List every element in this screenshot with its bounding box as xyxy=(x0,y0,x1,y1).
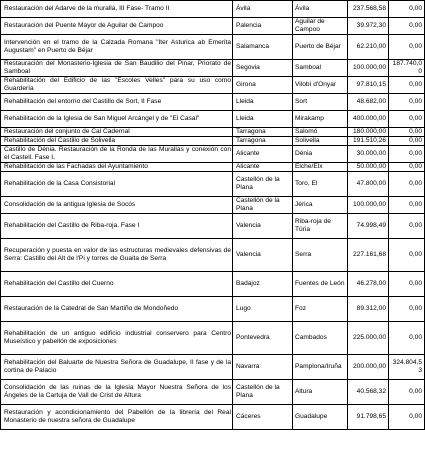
province-cell: Valencia xyxy=(233,239,293,272)
amount-cell: 40.568,32 xyxy=(348,380,389,405)
amount-cell: 74.998,49 xyxy=(348,214,389,239)
extra-amount-cell: 0,00 xyxy=(389,77,425,94)
town-cell: Serra xyxy=(293,239,348,272)
amount-cell: 225.000,00 xyxy=(348,322,389,355)
extra-amount-cell: 0,00 xyxy=(389,163,425,172)
town-cell: Riba-roja de Túria xyxy=(293,214,348,239)
table-row xyxy=(1,322,425,355)
amount-cell: 100.000,00 xyxy=(348,60,389,77)
extra-amount-cell: 0,00 xyxy=(389,18,425,35)
extra-amount-cell: 0,00 xyxy=(389,172,425,197)
table-row xyxy=(1,18,425,35)
project-cell: Intervención en el tramo de la Calzada Romana "Iter Asturica ab Emerita Augustam" en Puerto de Béjar xyxy=(1,35,233,60)
amount-cell: 62.210,00 xyxy=(348,35,389,60)
province-cell: Alicante xyxy=(233,146,293,163)
extra-amount-cell: 187.740,00 xyxy=(389,60,425,77)
amount-cell: 191.510,26 xyxy=(348,137,389,146)
project-cell: Rehabilitación del Baluarte de Nuestra Señora de Guadalupe, II fase y de la cortina de Palacio xyxy=(1,355,233,380)
table-row xyxy=(1,163,425,172)
extra-amount-cell: 0,00 xyxy=(389,214,425,239)
town-cell: Ávila xyxy=(293,1,348,18)
table-row xyxy=(1,405,425,430)
amount-cell: 237.568,58 xyxy=(348,1,389,18)
project-cell: Rehabilitación del entorno del Castillo de Sort, II Fase xyxy=(1,94,233,111)
town-cell: Sort xyxy=(293,94,348,111)
amount-cell: 200.000,00 xyxy=(348,355,389,380)
project-cell: Recuperación y puesta en valor de las estructuras medievales defensivas de Serra: Castillo del Alt de l'Pi y torres de Guaita de Serra xyxy=(1,239,233,272)
town-cell: Salomó xyxy=(293,128,348,137)
project-cell: Rehabilitación del Castillo de Solivella xyxy=(1,137,233,146)
extra-amount-cell: 0,00 xyxy=(389,128,425,137)
town-cell: Elche/Elx xyxy=(293,163,348,172)
province-cell: Girona xyxy=(233,77,293,94)
amount-cell: 39.972,30 xyxy=(348,18,389,35)
province-cell: Badajoz xyxy=(233,272,293,297)
extra-amount-cell: 0,00 xyxy=(389,146,425,163)
town-cell: Samboal xyxy=(293,60,348,77)
project-cell: Restauración del Puente Mayor de Aguilar de Campoo xyxy=(1,18,233,35)
table-row xyxy=(1,137,425,146)
province-cell: Alicante xyxy=(233,163,293,172)
amount-cell: 48.682,00 xyxy=(348,94,389,111)
town-cell: Dénia xyxy=(293,146,348,163)
project-cell: Rehabilitación de la Iglesia de San Miguel Arcángel y de "El Casal" xyxy=(1,111,233,128)
project-cell: Rehabilitación del Castillo del Cuerno xyxy=(1,272,233,297)
extra-amount-cell: 0,00 xyxy=(389,94,425,111)
table-row xyxy=(1,94,425,111)
province-cell: Castellón de la Plana xyxy=(233,197,293,214)
amount-cell: 100.000,00 xyxy=(348,197,389,214)
town-cell: Fuentes de León xyxy=(293,272,348,297)
project-cell: Rehabilitación del Castillo de Riba-roja. Fase I xyxy=(1,214,233,239)
project-cell: Consolidación de la antigua Iglesia de Socós xyxy=(1,197,233,214)
town-cell: Altura xyxy=(293,380,348,405)
province-cell: Tarragona xyxy=(233,137,293,146)
project-cell: Rehabilitación del Edificio de las "Escoles Velles" para su uso como Guardería xyxy=(1,77,233,94)
table-row xyxy=(1,77,425,94)
extra-amount-cell: 0,00 xyxy=(389,239,425,272)
town-cell: Pamplona/Iruña xyxy=(293,355,348,380)
table-row xyxy=(1,172,425,197)
province-cell: Lugo xyxy=(233,297,293,322)
extra-amount-cell: 0,00 xyxy=(389,111,425,128)
extra-amount-cell: 0,00 xyxy=(389,35,425,60)
province-cell: Cáceres xyxy=(233,405,293,430)
table-row xyxy=(1,197,425,214)
province-cell: Pontevedra xyxy=(233,322,293,355)
province-cell: Salamanca xyxy=(233,35,293,60)
table-row xyxy=(1,355,425,380)
table-row xyxy=(1,1,425,18)
town-cell: Guadalupe xyxy=(293,405,348,430)
province-cell: Valencia xyxy=(233,214,293,239)
province-cell: Castellón de la Plana xyxy=(233,172,293,197)
town-cell: Vilobí d'Onyar xyxy=(293,77,348,94)
amount-cell: 30.000,00 xyxy=(348,146,389,163)
amount-cell: 180.000,00 xyxy=(348,128,389,137)
project-cell: Restauración del conjunto de Cal Cadernal xyxy=(1,128,233,137)
town-cell: Foz xyxy=(293,297,348,322)
province-cell: Castellón de la Plana xyxy=(233,380,293,405)
province-cell: Lleida xyxy=(233,111,293,128)
province-cell: Segovia xyxy=(233,60,293,77)
amount-cell: 91.798,65 xyxy=(348,405,389,430)
amount-cell: 97.810,15 xyxy=(348,77,389,94)
amount-cell: 227.161,68 xyxy=(348,239,389,272)
table-row xyxy=(1,60,425,77)
table-row xyxy=(1,35,425,60)
extra-amount-cell: 0,00 xyxy=(389,405,425,430)
town-cell: Puerto de Béjar xyxy=(293,35,348,60)
table-row xyxy=(1,272,425,297)
table-body xyxy=(1,1,425,430)
extra-amount-cell: 0,00 xyxy=(389,272,425,297)
table-row xyxy=(1,214,425,239)
town-cell: Toro, El xyxy=(293,172,348,197)
extra-amount-cell: 324.804,53 xyxy=(389,355,425,380)
extra-amount-cell: 0,00 xyxy=(389,137,425,146)
town-cell: Mirakamp xyxy=(293,111,348,128)
project-cell: Restauración de la Catedral de San Martiño de Mondoñedo xyxy=(1,297,233,322)
table-row xyxy=(1,111,425,128)
extra-amount-cell: 0,00 xyxy=(389,380,425,405)
project-cell: Restauración del Adarve de la muralla, III Fase- Tramo II xyxy=(1,1,233,18)
project-cell: Restauración y acondicionamiento del Pabellón de la librería del Real Monasterio de nuestra señora de Guadalupe xyxy=(1,405,233,430)
province-cell: Tarragona xyxy=(233,128,293,137)
province-cell: Navarra xyxy=(233,355,293,380)
extra-amount-cell: 0,00 xyxy=(389,322,425,355)
town-cell: Jérica xyxy=(293,197,348,214)
amount-cell: 400.000,00 xyxy=(348,111,389,128)
project-cell: Consolidación de las ruinas de la Iglesia Mayor Nuestra Señora de los Ángeles de la Cartuja de Vall de Crist de Altura xyxy=(1,380,233,405)
town-cell: Aguilar de Campoo xyxy=(293,18,348,35)
province-cell: Palencia xyxy=(233,18,293,35)
table-row xyxy=(1,297,425,322)
extra-amount-cell: 0,00 xyxy=(389,1,425,18)
amount-cell: 89.312,00 xyxy=(348,297,389,322)
province-cell: Ávila xyxy=(233,1,293,18)
amount-cell: 50.000,00 xyxy=(348,163,389,172)
extra-amount-cell: 0,00 xyxy=(389,197,425,214)
extra-amount-cell: 0,00 xyxy=(389,297,425,322)
town-cell: Cambados xyxy=(293,322,348,355)
project-cell: Castillo de Dénia. Restauración de la Ronda de las Murallas y conexión con el Castell. Fase I. xyxy=(1,146,233,163)
province-cell: Lleida xyxy=(233,94,293,111)
table-row xyxy=(1,146,425,163)
project-cell: Restauración del Monasterio-Iglesia de San Baudilio del Pinar, Priorato de Samboal xyxy=(1,60,233,77)
project-cell: Rehabilitación de la Casa Consistorial xyxy=(1,172,233,197)
table-row xyxy=(1,128,425,137)
amount-cell: 47.800,00 xyxy=(348,172,389,197)
town-cell: Solivella xyxy=(293,137,348,146)
amount-cell: 46.278,00 xyxy=(348,272,389,297)
table-row xyxy=(1,239,425,272)
table-row xyxy=(1,380,425,405)
project-cell: Rehabilitación de las Fachadas del Ayuntamiento xyxy=(1,163,233,172)
project-cell: Rehabilitación de un antiguo edificio industrial conservero para Centro Museístico y pabellón de exposiciones xyxy=(1,322,233,355)
